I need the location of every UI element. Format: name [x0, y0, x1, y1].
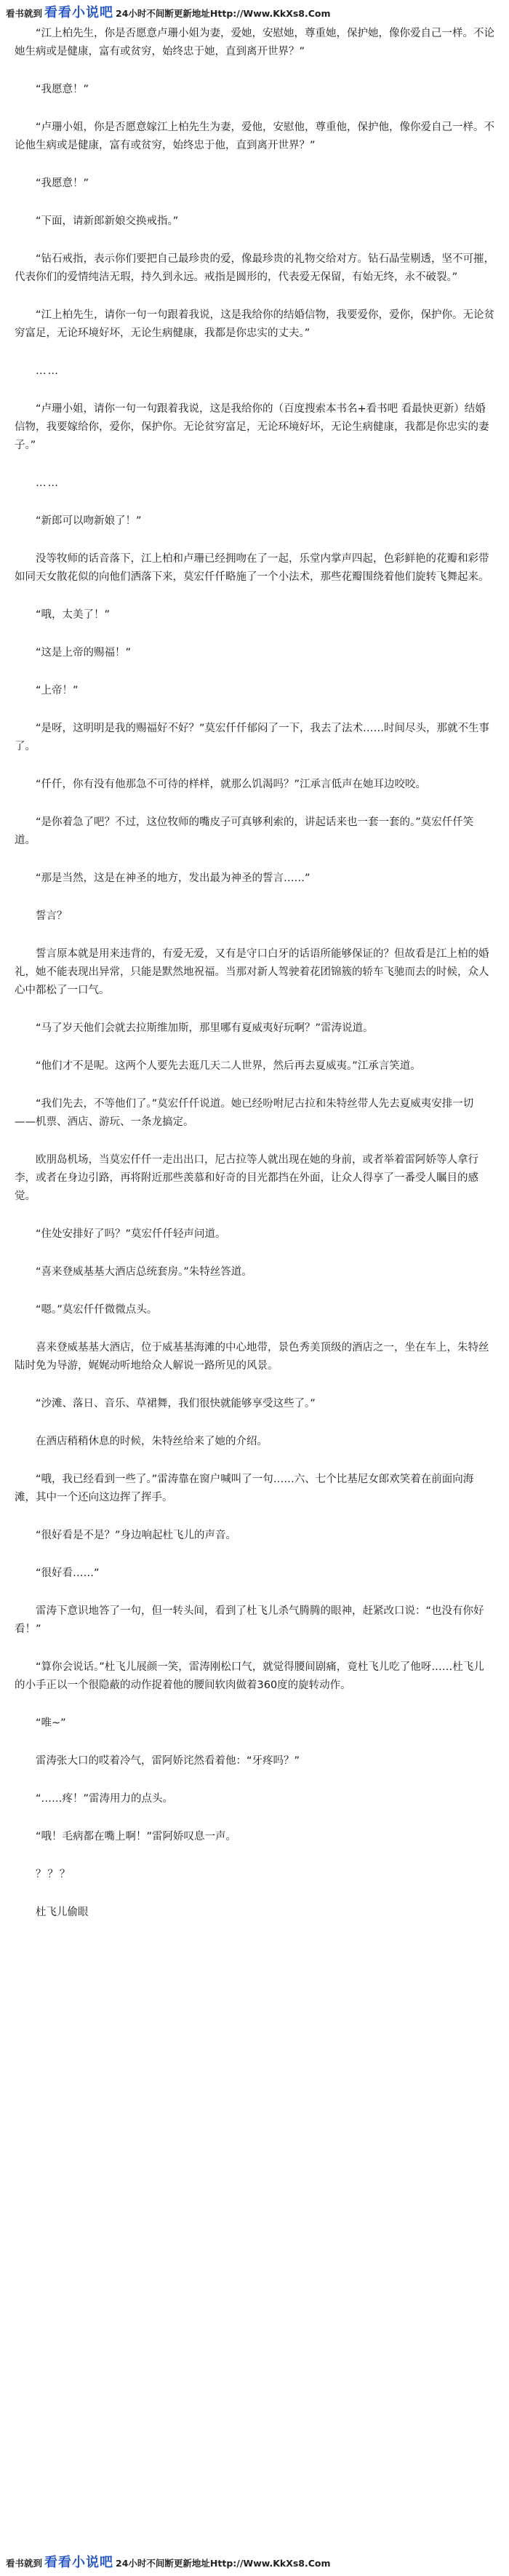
paragraph: ？？？ — [36, 1869, 72, 1880]
banner-site-logo[interactable]: 看看小说吧 — [44, 2555, 114, 2570]
paragraph: “嗯。”莫宏仟仟微微点头。 — [36, 1304, 158, 1316]
paragraph: “是你着急了吧？不过，这位牧师的嘴皮子可真够利索的，讲起话来也一套一套的。”莫宏仟仟笑道。 — [15, 816, 474, 846]
paragraph: “卢珊小姐，请你一句一句跟着我说，这是我给你的（百度搜索本书名+看书吧 看最快更新）结婚信物，我要嫁给你，爱你，保护你。无论贫穷富足，无论环境好坏，无论生病健康，我都是你忠实的妻子。” — [15, 403, 489, 451]
paragraph: “唯~” — [36, 1717, 66, 1729]
paragraph: “江上柏先生，你是否愿意卢珊小姐为妻，爱她，安慰她，尊重她，保护她，像你爱自己一样。不论她生病或是健康，富有或贫穷，始终忠于她，直到离开世界？” — [15, 28, 495, 57]
paragraph: 誓言原本就是用来违背的，有爱无爱，又有是守口白牙的话语所能够保证的？但故看是江上柏的婚礼，她不能表现出异常，只能是默然地祝福。当那对新人驾驶着花团锦簇的轿车飞驰而去的时候，众人心中都松了一口气。 — [15, 948, 489, 996]
paragraph: 欧朋岛机场，当莫宏仟仟一走出出口，尼古拉等人就出现在她的身前，或者举着雷阿娇等人拿行李，或者在身边引路，再将附近那些羡慕和好奇的目光都挡在外面，让众人得享了一番受人瞩目的感觉。 — [15, 1154, 478, 1202]
banner-url-text[interactable]: 24小时不间断更新地址Http://Www.KkXs8.Com — [116, 8, 331, 19]
paragraph: 在酒店稍稍休息的时候，朱特丝给来了她的介绍。 — [36, 1436, 268, 1447]
paragraph: “我愿意！” — [36, 178, 89, 189]
banner-url-text[interactable]: 24小时不间断更新地址Http://Www.KkXs8.Com — [116, 2558, 331, 2569]
paragraph: “住处安排好了吗？”莫宏仟仟轻声问道。 — [36, 1228, 226, 1240]
paragraph: “算你会说话。”杜飞儿展颜一笑，雷涛刚松口气，就觉得腰间剧痛，竟杜飞儿吃了他呀……杜飞儿的小手正以一个很隐蔽的动作捉着他的腰间软肉做着360度的旋转动作。 — [15, 1661, 484, 1691]
paragraph: “马了岁天他们会就去拉斯维加斯，那里哪有夏威夷好玩啊？”雷涛说道。 — [36, 1022, 374, 1034]
paragraph: “……疼！”雷涛用力的点头。 — [36, 1793, 174, 1805]
paragraph: 杜飞儿偷眼 — [36, 1907, 89, 1918]
paragraph: “他们才不是呢。这两个人要先去逛几天二人世界，然后再去夏威夷。”江承言笑道。 — [36, 1060, 421, 1072]
paragraph: “很好看……” — [36, 1567, 100, 1579]
paragraph: “喜来登威基基大酒店总统套房。”朱特丝答道。 — [36, 1266, 252, 1278]
paragraph: 没等牧师的话音落下，江上柏和卢珊已经拥吻在了一起，乐堂内掌声四起，色彩鲜艳的花瓣和彩带如同天女散花似的向他们洒落下来，莫宏仟仟略施了一个小法术，那些花瓣围绕着他们旋转飞舞起来。 — [15, 553, 489, 583]
paragraph: “钻石戒指，表示你们要把自己最珍贵的爱，像最珍贵的礼物交给对方。钻石晶莹剔透，坚不可摧，代表你们的爱情纯洁无瑕，持久到永远。戒指是圆形的，代表爱无保留，有始无终，永不破裂。” — [15, 253, 495, 283]
paragraph: “那是当然，这是在神圣的地方，发出最为神圣的誓言……” — [36, 872, 310, 884]
banner-prefix: 看书就到 — [6, 2558, 43, 2569]
chapter-body — [15, 25, 494, 1941]
paragraph: “这是上帝的赐福！” — [36, 647, 132, 659]
paragraph: 誓言？ — [36, 910, 68, 922]
paragraph: 雷涛下意识地答了一句，但一转头间，看到了杜飞儿杀气腾腾的眼神，赶紧改口说：“也没有你好看！” — [15, 1605, 484, 1635]
banner-site-logo[interactable]: 看看小说吧 — [44, 5, 114, 20]
paragraph: “下面，请新郎新娘交换戒指。” — [36, 215, 179, 227]
paragraph: 喜来登威基基大酒店，位于威基基海滩的中心地带，景色秀美顶级的酒店之一，坐在车上，朱特丝陆时免为导游，娓娓动听地给众人解说一路所见的风景。 — [15, 1342, 489, 1372]
paragraph: …… — [36, 477, 60, 489]
paragraph: 雷涛张大口的哎着冷气，雷阿娇诧然看着他：“牙疼吗？” — [36, 1755, 300, 1767]
paragraph: …… — [36, 365, 60, 377]
paragraph: “卢珊小姐，你是否愿意嫁江上柏先生为妻，爱他，安慰他，尊重他，保护他，像你爱自己一样。不论他生病或是健康，富有或贫穷，始终忠于他，直到离开世界？” — [15, 122, 495, 151]
paragraph: “仟仟，你有没有他那急不可待的样样，就那么饥渴吗？”江承言低声在她耳边咬咬。 — [36, 779, 427, 790]
paragraph: “哦，我已经看到一些了。”雷涛靠在窗户喊叫了一句……六、七个比基尼女郎欢笑着在前面向海滩，其中一个还向这边挥了挥手。 — [15, 1474, 474, 1503]
paragraph: “很好看是不是？”身边响起杜飞儿的声音。 — [36, 1530, 237, 1541]
banner-prefix: 看书就到 — [6, 8, 43, 19]
paragraph: “哦！毛病都在嘴上啊！”雷阿娇叹息一声。 — [36, 1831, 237, 1842]
paragraph: “我们先去，不等他们了。”莫宏仟仟说道。她已经吩咐尼古拉和朱特丝带人先去夏威夷安排一切——机票、酒店、游玩、一条龙搞定。 — [15, 1098, 474, 1128]
paragraph: “沙滩、落日、音乐、草裙舞，我们很快就能够享受这些了。” — [36, 1398, 316, 1410]
paragraph: “哦，太美了！” — [36, 609, 111, 621]
bottom-banner — [0, 2550, 509, 2576]
paragraph: “新郎可以吻新娘了！” — [36, 515, 142, 527]
paragraph: “江上柏先生，请你一句一句跟着我说，这是我给你的结婚信物，我要爱你，爱你，保护你。无论贫穷富足，无论环境好坏，无论生病健康，我都是你忠实的丈夫。” — [15, 309, 495, 339]
paragraph: “上帝！” — [36, 685, 79, 696]
paragraph: “是呀，这明明是我的赐福好不好？”莫宏仟仟郁闷了一下，我去了法术……时间尽头，那就不生事了。 — [15, 723, 490, 752]
top-banner — [0, 0, 509, 26]
paragraph: “我愿意！” — [36, 84, 89, 95]
